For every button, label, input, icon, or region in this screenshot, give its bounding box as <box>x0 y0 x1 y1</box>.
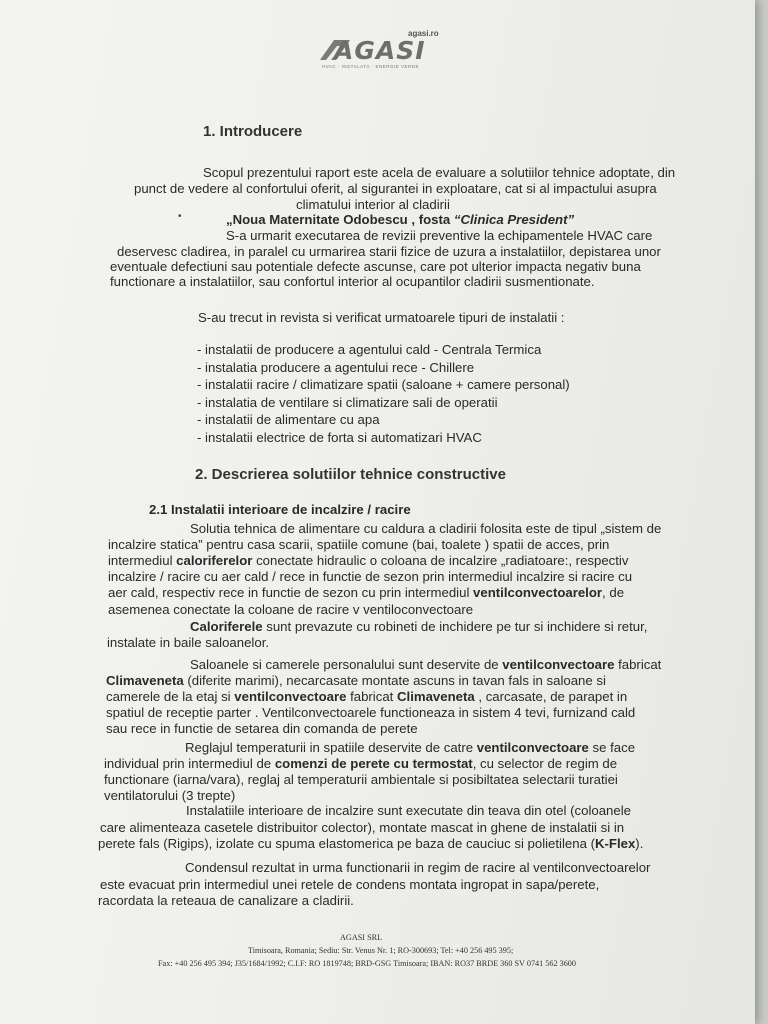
paragraph-line: eventuale defectiuni sau potentiale defecte ascunse, care pot ulterior impacta negativ buna <box>110 259 641 274</box>
paragraph-line: este evacuat prin intermediul unei retele de condens montata ingropat in sapa/perete, <box>100 876 600 892</box>
text-segment: fabricat <box>346 689 397 704</box>
paragraph-line: spatiul de receptie parter . Ventilconvectoarele functioneaza in sistem 4 tevi, furnizand cald <box>106 705 636 720</box>
paragraph-line: S-a urmarit executarea de revizii preventive la echipamentele HVAC care <box>226 228 653 243</box>
footer-company: AGASI SRL <box>340 933 383 942</box>
paragraph-line: incalzire statica” pentru casa scarii, spatiile comune (bai, toalete ) spatii de acces, prin <box>108 537 610 553</box>
list-item: - instalatia producere a agentului rece - Chillere <box>197 359 475 375</box>
list-item: - instalatii racire / climatizare spatii (saloane + camere personal) <box>197 377 570 392</box>
footer-details: Fax: +40 256 495 394; J35/1684/1992; C.I.F: RO 1819748; BRD-GSG Timisoara; IBAN: RO37 BRDE 360 SV 0741 562 3600 <box>158 959 576 968</box>
building-name-emphasis: “Clinica President” <box>453 212 575 227</box>
logo-tagline: HVAC · INSTALATII · ENERGIE VERDE <box>322 64 420 69</box>
intro-line: Scopul prezentului raport este acela de evaluare a solutiilor tehnice adoptate, din <box>203 165 676 180</box>
text-segment: intermediul <box>108 553 177 569</box>
emphasis-text: ventilconvectoarelor <box>473 585 603 601</box>
emphasis-text: ventilconvectoare <box>476 740 589 755</box>
paragraph-line: Solutia tehnica de alimentare cu caldura a cladirii folosita este de tipul „sistem de <box>190 521 662 536</box>
emphasis-text: ventilconvectoare <box>234 689 347 704</box>
emphasis-text: caloriferelor <box>176 553 253 569</box>
emphasis-text: K-Flex <box>594 836 636 851</box>
paragraph-line: ventilatorului (3 trepte) <box>104 788 236 803</box>
section-title: 2. Descrierea solutiilor tehnice constructive <box>195 466 506 483</box>
paragraph-line: Condensul rezultat in urma functionarii in regim de racire al ventilconvectoarelor <box>185 860 651 875</box>
paragraph-line <box>190 619 647 634</box>
paragraph-line: functionare (iarna/vara), reglaj al temperaturii ambientale si posibiltatea selectarii turatiei <box>104 772 618 787</box>
paragraph-line: Instalatiile interioare de incalzire sunt executate din teava din otel (coloanele <box>186 803 631 818</box>
subsection-title: 2.1 Instalatii interioare de incalzire / racire <box>149 502 411 517</box>
text-segment: fabricat <box>614 657 662 672</box>
building-name <box>226 212 574 227</box>
list-item: - instalatia de ventilare si climatizare sali de operatii <box>197 394 498 410</box>
emphasis-text: Caloriferele <box>190 619 263 634</box>
text-segment: aer cald, respectiv rece in functie de sezon cu prin intermediul <box>108 585 474 601</box>
paragraph-line: care alimenteaza casetele distribuitor colector), montate mascat in ghene de instalatii si in <box>100 819 625 835</box>
intro-line: punct de vedere al confortului oferit, al sigurantei in exploatare, cat si al impactului asupra <box>134 181 657 196</box>
paragraph-line: racordata la reteaua de canalizare a cladirii. <box>98 893 354 908</box>
text-segment: , de <box>602 585 625 601</box>
list-item: - instalatii de alimentare cu apa <box>197 412 380 427</box>
building-name-text: „Noua Maternitate Odobescu , fosta <box>226 212 454 227</box>
text-segment: conectate hidraulic o coloana de incalzire „radiatoare:, respectiv <box>252 553 629 569</box>
paragraph-line <box>106 673 606 688</box>
section-title: 1. Introducere <box>203 123 303 140</box>
text-segment: camerele de la etaj si <box>106 689 235 704</box>
logo-url: agasi.ro <box>408 29 439 38</box>
text-segment: Reglajul temperaturii in spatiile deservite de catre <box>185 740 477 755</box>
paragraph-line <box>104 756 617 771</box>
text-segment: se face <box>588 740 636 755</box>
text-segment: perete fals (Rigips), izolate cu spuma elastomerica pe baza de cauciuc si polietilena ( <box>98 836 595 851</box>
footer-address: Timisoara, Romania; Sediu: Str. Venus Nr. 1; RO-300693; Tel: +40 256 495 395; <box>248 946 514 955</box>
emphasis-text: comenzi de perete cu termostat <box>274 756 473 771</box>
intro-line: climatului interior al cladirii <box>296 197 450 212</box>
paragraph-line: asemenea conectate la coloane de racire v ventiloconvectoare <box>108 601 474 617</box>
emphasis-text: ventilconvectoare <box>502 657 615 672</box>
paragraph-line <box>106 689 627 704</box>
list-item: - instalatii de producere a agentului cald - Centrala Termica <box>197 342 542 357</box>
text-segment: , cu selector de regim de <box>472 756 618 771</box>
paragraph-line <box>98 836 643 851</box>
text-segment: ). <box>635 836 644 851</box>
text-segment: , carcasate, de parapet in <box>474 689 628 704</box>
list-intro: S-au trecut in revista si verificat urmatoarele tipuri de instalatii : <box>198 310 565 325</box>
emphasis-text: Climaveneta <box>397 689 475 704</box>
paragraph-line: incalzire / racire cu aer cald / rece in functie de sezon prin intermediul incalzire si racire cu <box>108 569 633 585</box>
list-item: - instalatii electrice de forta si automatizari HVAC <box>197 429 482 445</box>
text-segment: (diferite marimi), necarcasate montate ascuns in tavan fals in saloane si <box>183 673 606 688</box>
text-segment: sunt prevazute cu robineti de inchidere pe tur si inchidere si retur, <box>262 619 648 634</box>
paragraph-line: sau rece in functie de setarea din comanda de perete <box>106 721 418 736</box>
paragraph-line <box>108 585 624 600</box>
emphasis-text: Climaveneta <box>106 673 184 688</box>
paragraph-line: instalate in baile saloanelor. <box>107 635 270 650</box>
paragraph-line: deservesc cladirea, in paralel cu urmarirea starii fizice de uzura a instalatiilor, depistarea unor <box>117 244 661 259</box>
text-segment: Saloanele si camerele personalului sunt deservite de <box>190 657 503 672</box>
paragraph-line <box>185 740 635 755</box>
bullet-icon: • <box>178 211 182 222</box>
text-segment: individual prin intermediul de <box>104 756 275 771</box>
paragraph-line <box>108 553 628 568</box>
paragraph-line <box>190 657 661 672</box>
logo-text: AGASI <box>334 36 426 65</box>
paragraph-line: functionare a instalatiilor, sau confortul interior al ocupantilor cladirii susmentionate. <box>110 274 595 289</box>
